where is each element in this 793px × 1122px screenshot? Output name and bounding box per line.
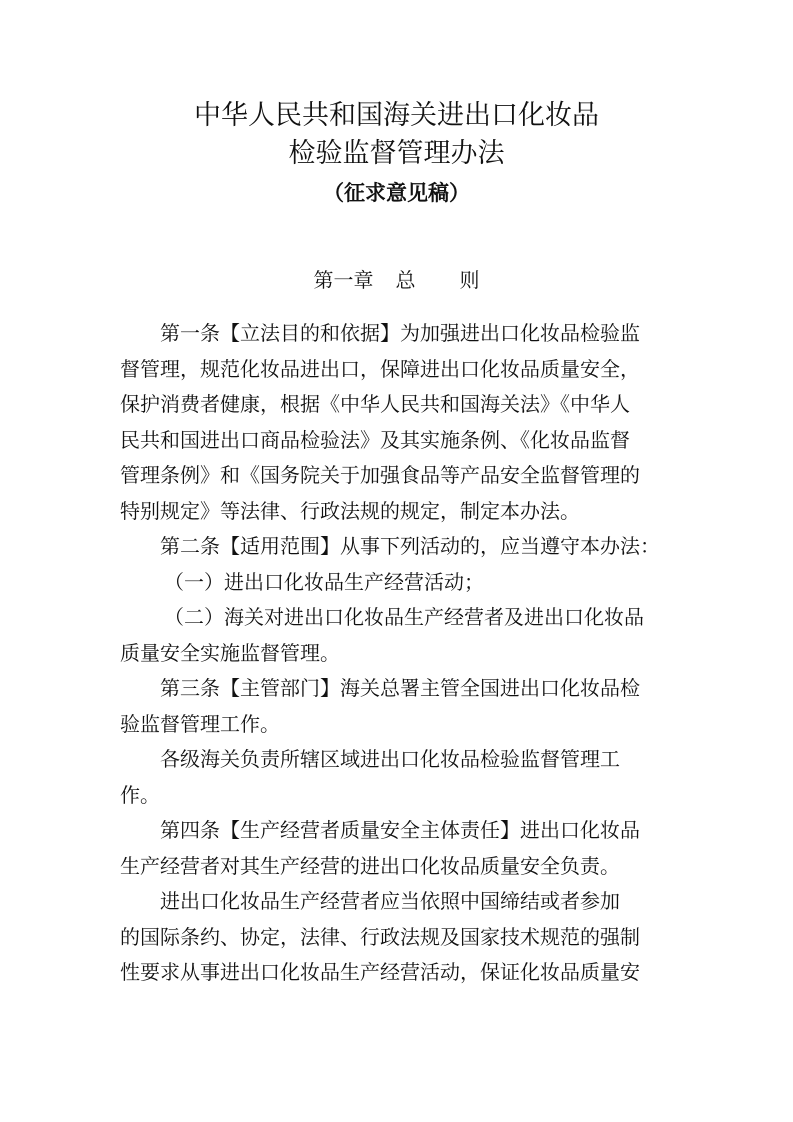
text-line: 督管理，规范化妆品进出口，保障进出口化妆品质量安全， — [120, 356, 640, 381]
paragraph-article-4-cont — [120, 884, 676, 991]
text-line: 质量安全实施监督管理。 — [120, 640, 340, 665]
paragraph-article-2 — [120, 529, 676, 565]
paragraph-article-4 — [120, 813, 676, 884]
text-line: 第一条【立法目的和依据】为加强进出口化妆品检验监 — [160, 321, 640, 345]
text-line: 第二条【适用范围】从事下列活动的，应当遵守本办法： — [160, 534, 660, 558]
text-line: 民共和国进出口商品检验法》及其实施条例、《化妆品监督 — [120, 427, 630, 452]
text-line: 生产经营者对其生产经营的进出口化妆品质量安全负责。 — [120, 853, 620, 878]
document-title-block — [0, 97, 793, 208]
text-line: 第四条【生产经营者质量安全主体责任】进出口化妆品 — [160, 818, 640, 842]
document-subtitle: （征求意见稿） — [323, 181, 470, 205]
text-line: 的国际条约、协定，法律、行政法规及国家技术规范的强制 — [120, 924, 640, 949]
document-title-line-1: 中华人民共和国海关进出口化妆品 — [194, 100, 599, 131]
text-line: 特别规定》等法律、行政法规的规定，制定本办法。 — [120, 498, 580, 523]
paragraph-item-2 — [120, 600, 676, 671]
chapter-word-2: 则 — [459, 268, 480, 292]
text-line: 管理条例》和《国务院关于加强食品等产品安全监督管理的 — [120, 463, 640, 487]
text-line: 进出口化妆品生产经营者应当依照中国缔结或者参加 — [160, 889, 620, 913]
text-line: （一）进出口化妆品生产经营活动； — [164, 569, 484, 594]
text-line: 第三条【主管部门】海关总署主管全国进出口化妆品检 — [160, 676, 640, 700]
text-line: 保护消费者健康，根据《中华人民共和国海关法》《中华人 — [120, 392, 630, 416]
paragraph-article-1 — [120, 316, 676, 529]
document-title-line-2: 检验监督管理办法 — [288, 138, 505, 169]
paragraph-item-1 — [120, 565, 676, 601]
text-line: 性要求从事进出口化妆品生产经营活动，保证化妆品质量安 — [120, 960, 640, 984]
text-line: 各级海关负责所辖区域进出口化妆品检验监督管理工 — [160, 747, 620, 771]
text-line: 验监督管理工作。 — [120, 711, 280, 736]
text-line: 作。 — [120, 782, 160, 807]
paragraph-article-3-cont — [120, 742, 676, 813]
chapter-label: 第一章 — [313, 268, 374, 292]
paragraph-article-3 — [120, 671, 676, 742]
chapter-word-1: 总 — [395, 268, 416, 292]
chapter-heading — [0, 265, 793, 295]
body-text — [120, 316, 676, 991]
text-line: （二）海关对进出口化妆品生产经营者及进出口化妆品 — [164, 605, 644, 629]
